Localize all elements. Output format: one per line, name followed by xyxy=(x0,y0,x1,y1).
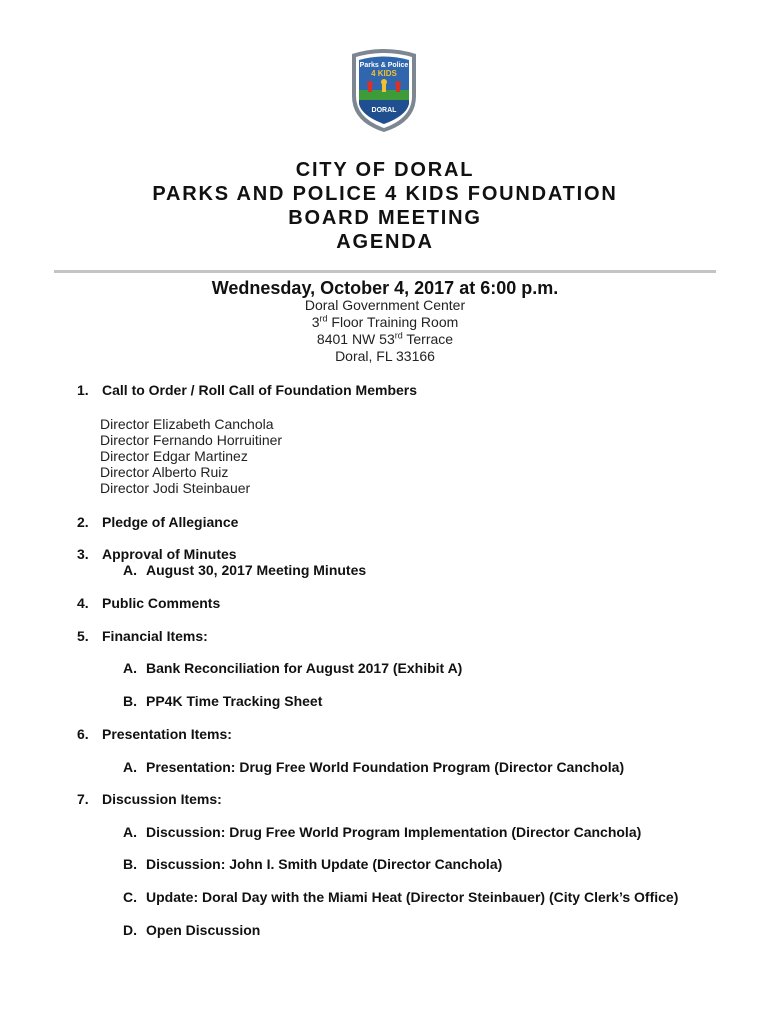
agenda-subitem-letter: B. xyxy=(123,693,137,709)
meeting-venue: Doral Government Center xyxy=(304,297,466,313)
agenda-item-number: 7. xyxy=(77,791,89,807)
agenda-subitem-letter: B. xyxy=(123,856,137,872)
agenda-subitem-letter: A. xyxy=(123,824,137,840)
member-martinez: Director Edgar Martinez xyxy=(100,448,248,464)
agenda-item-text: Discussion Items: xyxy=(102,791,222,807)
room-floor-suffix: rd xyxy=(319,313,328,324)
meeting-city: Doral, FL 33166 xyxy=(335,348,435,364)
room-floor: 3 xyxy=(311,314,320,330)
room-name: Floor Training Room xyxy=(327,314,459,330)
agenda-item-number: 3. xyxy=(77,546,89,562)
header-foundation: PARKS AND POLICE 4 KIDS FOUNDATION xyxy=(152,183,618,205)
agenda-item-number: 4. xyxy=(77,595,89,611)
meeting-date-time: Wednesday, October 4, 2017 at 6:00 p.m. xyxy=(211,278,559,298)
agenda-item-number: 5. xyxy=(77,628,89,644)
agenda-subitem-letter: D. xyxy=(123,922,137,938)
agenda-subitem-letter: A. xyxy=(123,562,137,578)
street-suffix: rd xyxy=(394,330,403,341)
agenda-item-text: Financial Items: xyxy=(102,628,208,644)
header-city: CITY OF DORAL xyxy=(295,159,475,181)
agenda-item-number: 2. xyxy=(77,514,89,530)
member-canchola: Director Elizabeth Canchola xyxy=(100,416,274,432)
agenda-subitem-letter: C. xyxy=(123,889,137,905)
agenda-subitem-text: Bank Reconciliation for August 2017 (Exhibit A) xyxy=(146,660,463,676)
agenda-subitem-text: Update: Doral Day with the Miami Heat (Director Steinbauer) (City Clerk’s Office) xyxy=(146,889,679,905)
agenda-subitem-letter: A. xyxy=(123,660,137,676)
agenda-item-text: Approval of Minutes xyxy=(102,546,237,562)
header-agenda: AGENDA xyxy=(336,231,434,253)
street-name: Terrace xyxy=(402,331,454,347)
logo-text-line2: 4 KIDS xyxy=(371,69,397,78)
agenda-subitem-text: August 30, 2017 Meeting Minutes xyxy=(146,562,367,578)
parks-police-4-kids-logo xyxy=(346,46,422,134)
agenda-item-text: Presentation Items: xyxy=(102,726,232,742)
member-steinbauer: Director Jodi Steinbauer xyxy=(100,480,251,496)
agenda-subitem-text: Presentation: Drug Free World Foundation Program (Director Canchola) xyxy=(146,759,625,775)
agenda-subitem-text: Open Discussion xyxy=(146,922,261,938)
header-board-meeting: BOARD MEETING xyxy=(288,207,482,229)
logo-text-line1: Parks & Police xyxy=(359,62,409,69)
member-ruiz: Director Alberto Ruiz xyxy=(100,464,229,480)
logo-text-line3: DORAL xyxy=(371,107,397,114)
agenda-subitem-text: Discussion: Drug Free World Program Implementation (Director Canchola) xyxy=(146,824,642,840)
agenda-item-number: 1. xyxy=(77,382,89,398)
agenda-subitem-text: PP4K Time Tracking Sheet xyxy=(146,693,323,709)
street-number: 8401 NW 53 xyxy=(316,331,395,347)
member-horruitiner: Director Fernando Horruitiner xyxy=(100,432,283,448)
agenda-subitem-text: Discussion: John I. Smith Update (Director Canchola) xyxy=(146,856,503,872)
meeting-room xyxy=(0,314,770,331)
agenda-item-text: Public Comments xyxy=(102,595,221,611)
agenda-item-number: 6. xyxy=(77,726,89,742)
header-divider xyxy=(54,270,716,273)
agenda-item-text: Call to Order / Roll Call of Foundation Members xyxy=(102,382,418,398)
agenda-subitem-letter: A. xyxy=(123,759,137,775)
agenda-item-text: Pledge of Allegiance xyxy=(102,514,239,530)
meeting-street xyxy=(0,331,770,348)
